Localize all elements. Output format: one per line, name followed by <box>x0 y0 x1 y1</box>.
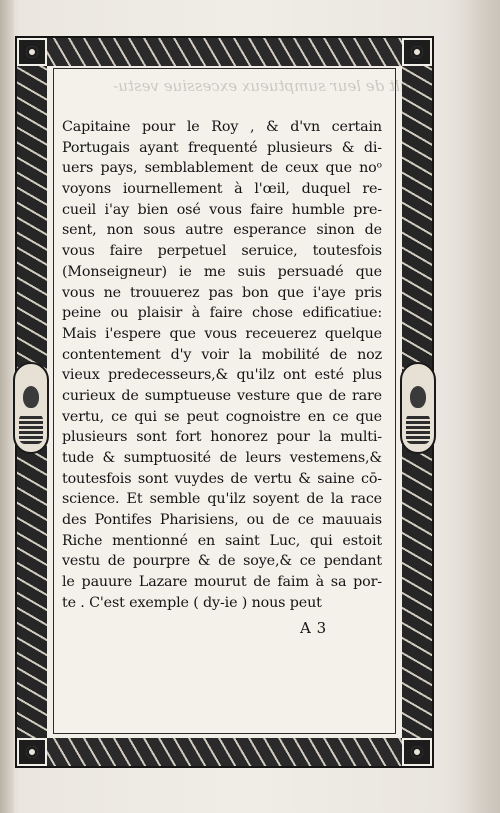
text-line: le pauure Lazare mourut de faim à sa por- <box>62 574 382 591</box>
binding-gutter <box>0 0 14 813</box>
body-text <box>62 117 382 614</box>
text-line: toutesfois sont vuydes de vertu & saine cō- <box>62 470 382 487</box>
text-line: Portugais ayant frequenté plusieurs & di- <box>62 139 382 156</box>
text-line: te . C'est exemple ( dy-ie ) nous peut <box>62 594 322 611</box>
corner-ornament-icon <box>402 38 432 66</box>
border-bottom-band <box>17 738 432 766</box>
mask-ornament-right-icon <box>400 362 436 454</box>
text-line: vieux predecesseurs,& qu'ilz ont esté plus <box>62 367 382 384</box>
border-top-band <box>17 38 432 66</box>
text-line: tude & sumptuosité de leurs vestemens,& <box>62 450 382 466</box>
text-line: Riche mentionné en saint Luc, qui estoit <box>62 532 382 549</box>
text-line: science. Et semble qu'ilz soyent de la race <box>62 491 382 508</box>
corner-ornament-icon <box>17 738 47 766</box>
page-edge-shadow <box>442 0 500 813</box>
text-line: (Monseigneur) ie me suis persuadé que <box>62 263 382 280</box>
bleed-through-text: fault de leur sumptueux excessiue vestu- <box>113 77 424 95</box>
text-line: vertu, ce qui se peut cognoistre en ce que <box>62 408 382 425</box>
text-line: voyons iournellement à l'œil, duquel re- <box>62 181 382 198</box>
signature-mark: A 3 <box>300 619 327 637</box>
text-line: des Pontifes Pharisiens, ou de ce mauuais <box>62 512 382 529</box>
text-line: cueil i'ay bien osé vous faire humble pre- <box>62 201 382 218</box>
corner-ornament-icon <box>402 738 432 766</box>
mask-ornament-left-icon <box>13 362 49 454</box>
text-line: Capitaine pour le Roy , & d'vn certain <box>62 119 382 135</box>
text-line: vous faire perpetuel seruice, toutesfois <box>62 243 382 260</box>
text-line: uers pays, semblablement de ceux que noᵒ <box>62 160 382 177</box>
text-line: Mais i'espere que vous receuerez quelque <box>62 325 382 342</box>
text-line: curieux de sumptueuse vesture que de rare <box>62 387 382 404</box>
text-line: vestu de pourpre & de soye,& ce pendant <box>62 553 382 570</box>
text-line: contentement d'y voir la mobilité de noz <box>62 346 382 363</box>
corner-ornament-icon <box>17 38 47 66</box>
text-line: plusieurs sont fort honorez pour la multi- <box>62 429 382 446</box>
text-line: peine ou plaisir à faire chose edificatiue: <box>62 305 382 322</box>
text-line: sent, non sous autre esperance sinon de <box>62 222 382 239</box>
text-line: vous ne trouuerez pas bon que i'aye pris <box>62 284 382 301</box>
